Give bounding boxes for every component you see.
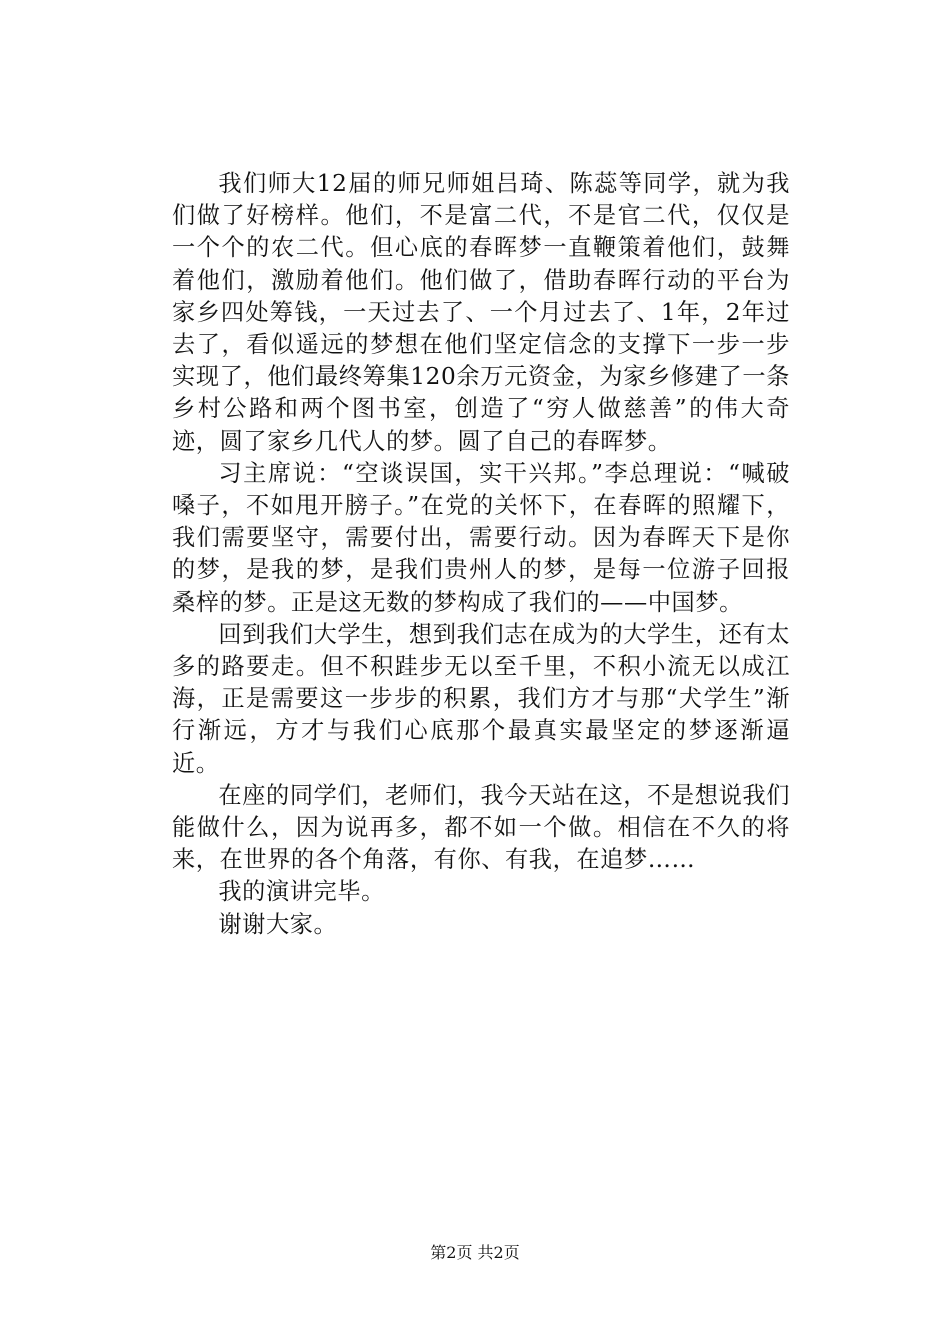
paragraph-role-models: 我们师大12届的师兄师姐吕琦、陈蕊等同学，就为我们做了好榜样。他们，不是富二代，不是官二代，仅仅是一个个的农二代。但心底的春晖梦一直鞭策着他们，鼓舞着他们，激励着他们。他们做了，借助春晖行动的平台为家乡四处筹钱，一天过去了、一个月过去了、1年，2年过去了，看似遥远的梦想在他们坚定信念的支撑下一步一步实现了，他们最终筹集120余万元资金，为家乡修建了一条乡村公路和两个图书室，创造了“穷人做慈善”的伟大奇迹，圆了家乡几代人的梦。圆了自己的春晖梦。 <box>172 170 790 455</box>
paragraph-quotes: 习主席说：“空谈误国，实干兴邦。”李总理说：“喊破嗓子，不如甩开膀子。”在党的关怀下，在春晖的照耀下，我们需要坚守，需要付出，需要行动。因为春晖天下是你的梦，是我的梦，是我们贵州人的梦，是每一位游子回报桑梓的梦。正是这无数的梦构成了我们的——中国梦。 <box>172 459 790 616</box>
speech-body <box>172 168 790 941</box>
paragraph-audience: 在座的同学们，老师们，我今天站在这，不是想说我们能做什么，因为说再多，都不如一个做。相信在不久的将来，在世界的各个角落，有你、有我，在追梦…… <box>172 781 790 874</box>
paragraph-thanks: 谢谢大家。 <box>218 910 338 938</box>
paragraph-college-students: 回到我们大学生，想到我们志在成为的大学生，还有太多的路要走。但不积跬步无以至千里，不积小流无以成江海，正是需要这一步步的积累，我们方才与那“犬学生”渐行渐远，方才与我们心底那个最真实最坚定的梦逐渐逼近。 <box>172 620 790 777</box>
paragraph-closing: 我的演讲完毕。 <box>218 878 385 906</box>
page-number-footer: 第2页 共2页 <box>430 1243 520 1262</box>
